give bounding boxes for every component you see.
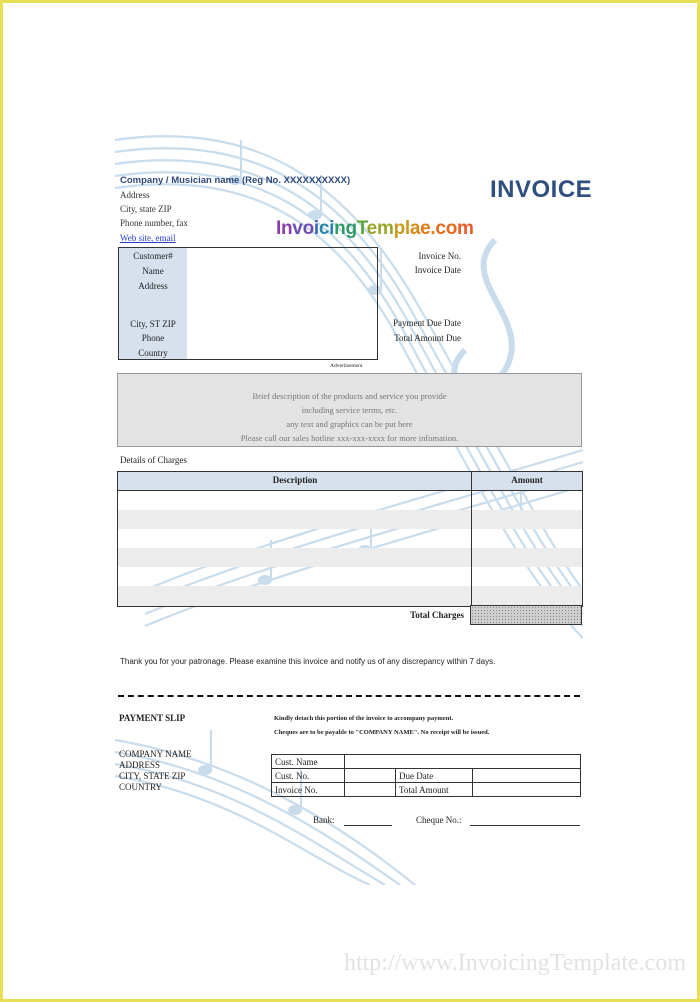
logo-letter: c: [435, 218, 446, 239]
customer-name-label: Name: [142, 266, 164, 276]
advertisement-title: Advertisement: [330, 363, 363, 369]
table-row[interactable]: [118, 529, 582, 548]
logo-letter: T: [356, 218, 367, 239]
payment-slip-title: PAYMENT SLIP: [119, 713, 186, 723]
customer-city-label: City, ST ZIP: [130, 319, 176, 329]
customer-box: [118, 247, 378, 360]
logo-letter: g: [345, 218, 357, 239]
logo-letter: m: [376, 218, 394, 239]
total-charges-cell[interactable]: [470, 605, 582, 625]
slip-note-cheques: Cheques are to be payable to "COMPANY NAME". No receipt will be issued.: [274, 729, 490, 736]
logo-letter: v: [292, 218, 303, 239]
advertisement-box: [117, 373, 582, 447]
logo-letter: i: [313, 218, 319, 239]
slip-city: CITY, STATE ZIP: [119, 771, 186, 781]
table-row: [272, 783, 581, 797]
logo-letter: m: [457, 218, 474, 239]
cust-name-label: Cust. Name: [272, 755, 345, 769]
logo: [276, 218, 474, 240]
charges-section-title: Details of Charges: [120, 455, 187, 465]
invoice-title: INVOICE: [490, 176, 593, 203]
total-amount-label: Total Amount: [396, 783, 473, 797]
invoice-no-slip-value[interactable]: [345, 783, 396, 797]
invoice-no-label: Invoice No.: [418, 251, 461, 261]
logo-letter: o: [445, 218, 457, 239]
company-city: City, state ZIP: [120, 204, 172, 214]
thank-you-note: Thank you for your patronage. Please examine this invoice and notify us of any discrepancy within 7 days.: [120, 657, 496, 666]
customer-address-label: Address: [138, 281, 168, 291]
advertisement-line: Please call our sales hotline xxx-xxx-xxxx for more infomation.: [240, 433, 459, 443]
due-date-label: Due Date: [396, 769, 473, 783]
company-website-link[interactable]: Web site, email: [120, 233, 176, 243]
table-row[interactable]: [118, 510, 582, 529]
cust-name-value[interactable]: [345, 755, 581, 769]
logo-letter: o: [302, 218, 314, 239]
logo-letter: i: [329, 218, 335, 239]
charges-table: [117, 471, 583, 607]
customer-labels: [119, 248, 187, 359]
bank-label: Bank:: [313, 815, 335, 825]
watermark-url: http://www.InvoicingTemplate.com: [343, 950, 686, 976]
logo-letter: c: [318, 218, 330, 239]
logo-letter: I: [276, 218, 281, 239]
logo-letter: e: [420, 218, 431, 239]
slip-note-detach: Kindly detach this portion of the invoice to accompany payment.: [274, 715, 454, 722]
table-row[interactable]: [118, 548, 582, 567]
total-charges-label: Total Charges: [410, 610, 464, 620]
cust-no-value[interactable]: [345, 769, 396, 783]
invoice-date-label: Invoice Date: [414, 265, 461, 275]
table-row[interactable]: [118, 567, 582, 586]
bank-field[interactable]: [344, 825, 392, 826]
advertisement-line: Brief description of the products and service you provide: [252, 391, 447, 401]
customer-phone-label: Phone: [141, 333, 165, 343]
due-date-value[interactable]: [473, 769, 581, 783]
customer-no-label: Customer#: [133, 251, 173, 261]
logo-letter: p: [393, 218, 405, 239]
logo-letter: .: [430, 218, 436, 239]
company-address: Address: [120, 190, 150, 200]
slip-company-name: COMPANY NAME: [119, 749, 192, 759]
slip-table: [271, 754, 581, 797]
company-name: Company / Musician name (Reg No. XXXXXXXXXX): [120, 175, 351, 186]
slip-address: ADDRESS: [119, 760, 161, 770]
charges-header: [118, 472, 582, 491]
logo-letter: n: [334, 218, 346, 239]
logo-text: [276, 218, 474, 239]
table-row[interactable]: [118, 491, 582, 510]
logo-letter: e: [366, 218, 377, 239]
amount-column-header: Amount: [511, 475, 543, 485]
total-due-label: Total Amount Due: [394, 333, 461, 343]
cust-no-label: Cust. No.: [272, 769, 345, 783]
cheque-no-label: Cheque No.:: [416, 815, 462, 825]
column-divider: [471, 472, 472, 606]
advertisement-line: including service terms, etc.: [301, 405, 398, 415]
description-column-header: Description: [272, 475, 318, 485]
detach-line: [118, 695, 580, 697]
logo-letter: l: [404, 218, 410, 239]
invoice-no-slip-label: Invoice No.: [272, 783, 345, 797]
customer-country-label: Country: [138, 348, 168, 358]
total-amount-value[interactable]: [473, 783, 581, 797]
table-row: [272, 769, 581, 783]
slip-country: COUNTRY: [119, 782, 163, 792]
table-row[interactable]: [118, 586, 582, 606]
logo-letter: a: [409, 218, 421, 239]
table-row: [272, 755, 581, 769]
company-phone: Phone number, fax: [120, 218, 188, 228]
cheque-no-field[interactable]: [470, 825, 580, 826]
payment-due-label: Payment Due Date: [393, 318, 461, 328]
advertisement-line: any text and graphics can be put here: [286, 419, 413, 429]
logo-letter: n: [280, 218, 293, 239]
